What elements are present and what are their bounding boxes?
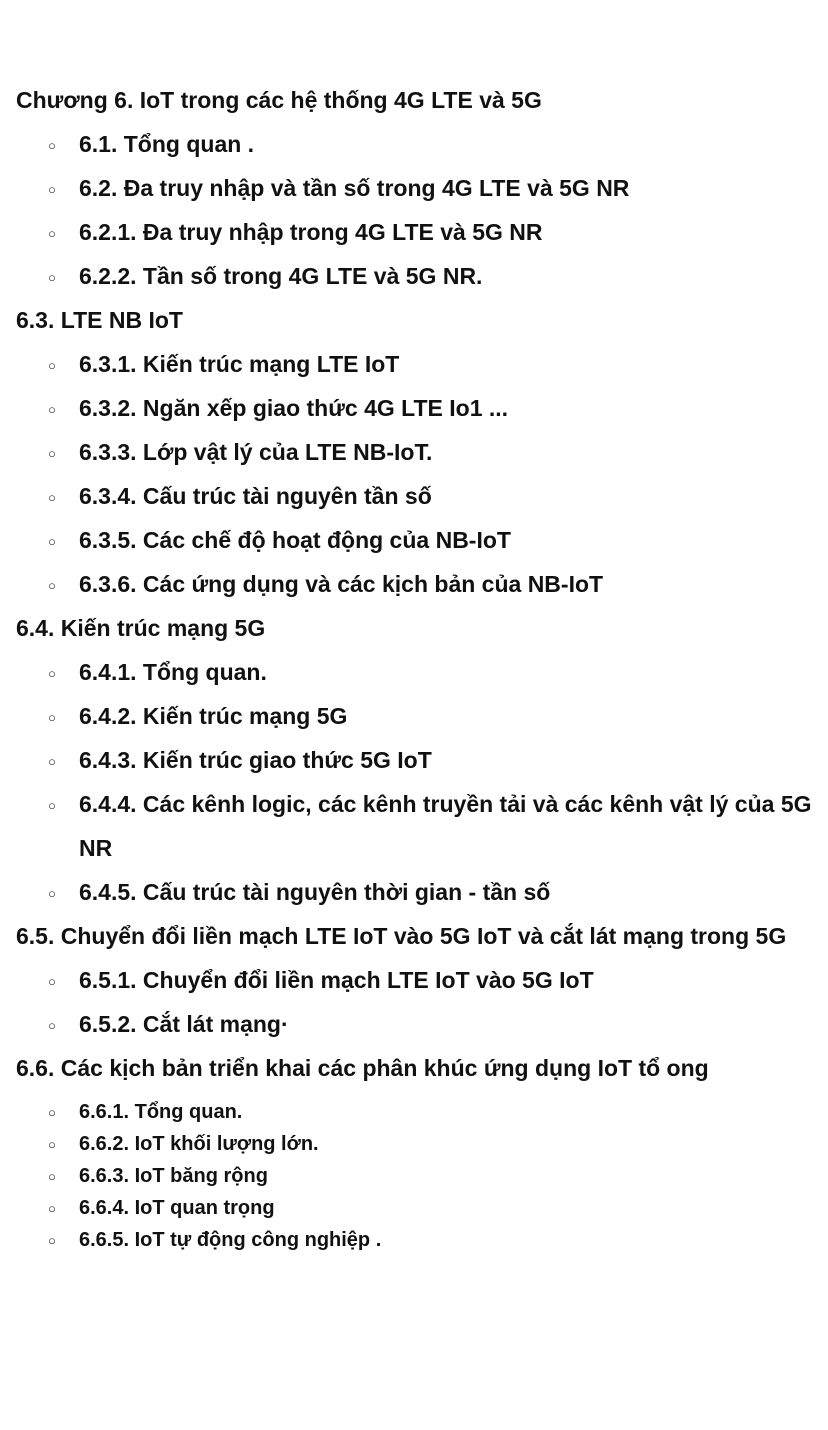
list-item bbox=[16, 1224, 812, 1256]
list-item-text: 6.3.3. Lớp vật lý của LTE NB-IoT. bbox=[79, 439, 433, 465]
circle-bullet-icon: ○ bbox=[48, 1018, 56, 1033]
circle-bullet-icon: ○ bbox=[48, 1233, 56, 1248]
list-item bbox=[16, 518, 812, 562]
section-list-6-6 bbox=[16, 1096, 812, 1256]
section-heading: 6.4. Kiến trúc mạng 5G bbox=[16, 615, 266, 641]
circle-bullet-icon: ○ bbox=[48, 358, 56, 373]
circle-bullet-icon: ○ bbox=[48, 1105, 56, 1120]
list-item-text: 6.6.2. IoT khối lượng lớn. bbox=[79, 1133, 319, 1155]
list-item-text: 6.6.1. Tổng quan. bbox=[79, 1101, 243, 1123]
list-item-text: 6.4.5. Cấu trúc tài nguyên thời gian - tần số bbox=[79, 879, 551, 905]
section-heading: 6.3. LTE NB IoT bbox=[16, 307, 183, 333]
list-item bbox=[16, 210, 812, 254]
list-item bbox=[16, 738, 812, 782]
list-item-text: 6.2. Đa truy nhập và tần số trong 4G LTE và 5G NR bbox=[79, 175, 630, 201]
list-item-text: 6.6.4. IoT quan trọng bbox=[79, 1197, 275, 1219]
list-item-text: 6.6.5. IoT tự động công nghiệp . bbox=[79, 1229, 382, 1251]
circle-bullet-icon: ○ bbox=[48, 182, 56, 197]
circle-bullet-icon: ○ bbox=[48, 666, 56, 681]
circle-bullet-icon: ○ bbox=[48, 446, 56, 461]
circle-bullet-icon: ○ bbox=[48, 578, 56, 593]
section-list-6-1 bbox=[16, 122, 812, 298]
list-item-text: 6.2.2. Tần số trong 4G LTE và 5G NR. bbox=[79, 263, 483, 289]
list-item bbox=[16, 166, 812, 210]
list-item bbox=[16, 650, 812, 694]
circle-bullet-icon: ○ bbox=[48, 138, 56, 153]
circle-bullet-icon: ○ bbox=[48, 1201, 56, 1216]
circle-bullet-icon: ○ bbox=[48, 226, 56, 241]
circle-bullet-icon: ○ bbox=[48, 798, 56, 813]
list-item bbox=[16, 474, 812, 518]
list-item-text: 6.1. Tổng quan . bbox=[79, 131, 255, 157]
circle-bullet-icon: ○ bbox=[48, 974, 56, 989]
list-item bbox=[16, 694, 812, 738]
list-item bbox=[16, 430, 812, 474]
section-heading: 6.5. Chuyển đổi liền mạch LTE IoT vào 5G IoT và cắt lát mạng trong 5G bbox=[16, 923, 787, 949]
list-item-text: 6.3.5. Các chế độ hoạt động của NB-IoT bbox=[79, 527, 511, 553]
list-item bbox=[16, 122, 812, 166]
list-item bbox=[16, 562, 812, 606]
list-item bbox=[16, 1128, 812, 1160]
list-item bbox=[16, 1160, 812, 1192]
list-item bbox=[16, 1096, 812, 1128]
list-item bbox=[16, 1002, 812, 1046]
list-item bbox=[16, 342, 812, 386]
circle-bullet-icon: ○ bbox=[48, 402, 56, 417]
list-item-text: 6.4.4. Các kênh logic, các kênh truyền tải và các kênh vật lý của 5G NR bbox=[79, 791, 812, 861]
circle-bullet-icon: ○ bbox=[48, 886, 56, 901]
list-item-text: 6.5.2. Cắt lát mạng· bbox=[79, 1011, 289, 1037]
section-list-6-5 bbox=[16, 958, 812, 1046]
list-item-text: 6.6.3. IoT băng rộng bbox=[79, 1165, 268, 1187]
list-item-text: 6.3.2. Ngăn xếp giao thức 4G LTE Io1 ... bbox=[79, 395, 509, 421]
section-list-6-3 bbox=[16, 342, 812, 606]
list-item-text: 6.3.6. Các ứng dụng và các kịch bản của NB-IoT bbox=[79, 571, 604, 597]
list-item bbox=[16, 386, 812, 430]
list-item-text: 6.2.1. Đa truy nhập trong 4G LTE và 5G NR bbox=[79, 219, 543, 245]
list-item bbox=[16, 870, 812, 914]
list-item-text: 6.4.3. Kiến trúc giao thức 5G IoT bbox=[79, 747, 432, 773]
list-item bbox=[16, 1192, 812, 1224]
circle-bullet-icon: ○ bbox=[48, 1137, 56, 1152]
circle-bullet-icon: ○ bbox=[48, 270, 56, 285]
list-item-text: 6.3.4. Cấu trúc tài nguyên tần số bbox=[79, 483, 432, 509]
list-item bbox=[16, 254, 812, 298]
circle-bullet-icon: ○ bbox=[48, 754, 56, 769]
circle-bullet-icon: ○ bbox=[48, 490, 56, 505]
circle-bullet-icon: ○ bbox=[48, 710, 56, 725]
section-heading: 6.6. Các kịch bản triển khai các phân khúc ứng dụng IoT tổ ong bbox=[16, 1055, 709, 1081]
list-item-text: 6.4.1. Tổng quan. bbox=[79, 659, 267, 685]
circle-bullet-icon: ○ bbox=[48, 534, 56, 549]
circle-bullet-icon: ○ bbox=[48, 1169, 56, 1184]
list-item-text: 6.3.1. Kiến trúc mạng LTE IoT bbox=[79, 351, 400, 377]
list-item bbox=[16, 782, 812, 870]
list-item-text: 6.4.2. Kiến trúc mạng 5G bbox=[79, 703, 348, 729]
section-list-6-4 bbox=[16, 650, 812, 914]
chapter-heading: Chương 6. IoT trong các hệ thống 4G LTE và 5G bbox=[16, 87, 542, 113]
list-item bbox=[16, 958, 812, 1002]
list-item-text: 6.5.1. Chuyển đổi liền mạch LTE IoT vào 5G IoT bbox=[79, 967, 594, 993]
